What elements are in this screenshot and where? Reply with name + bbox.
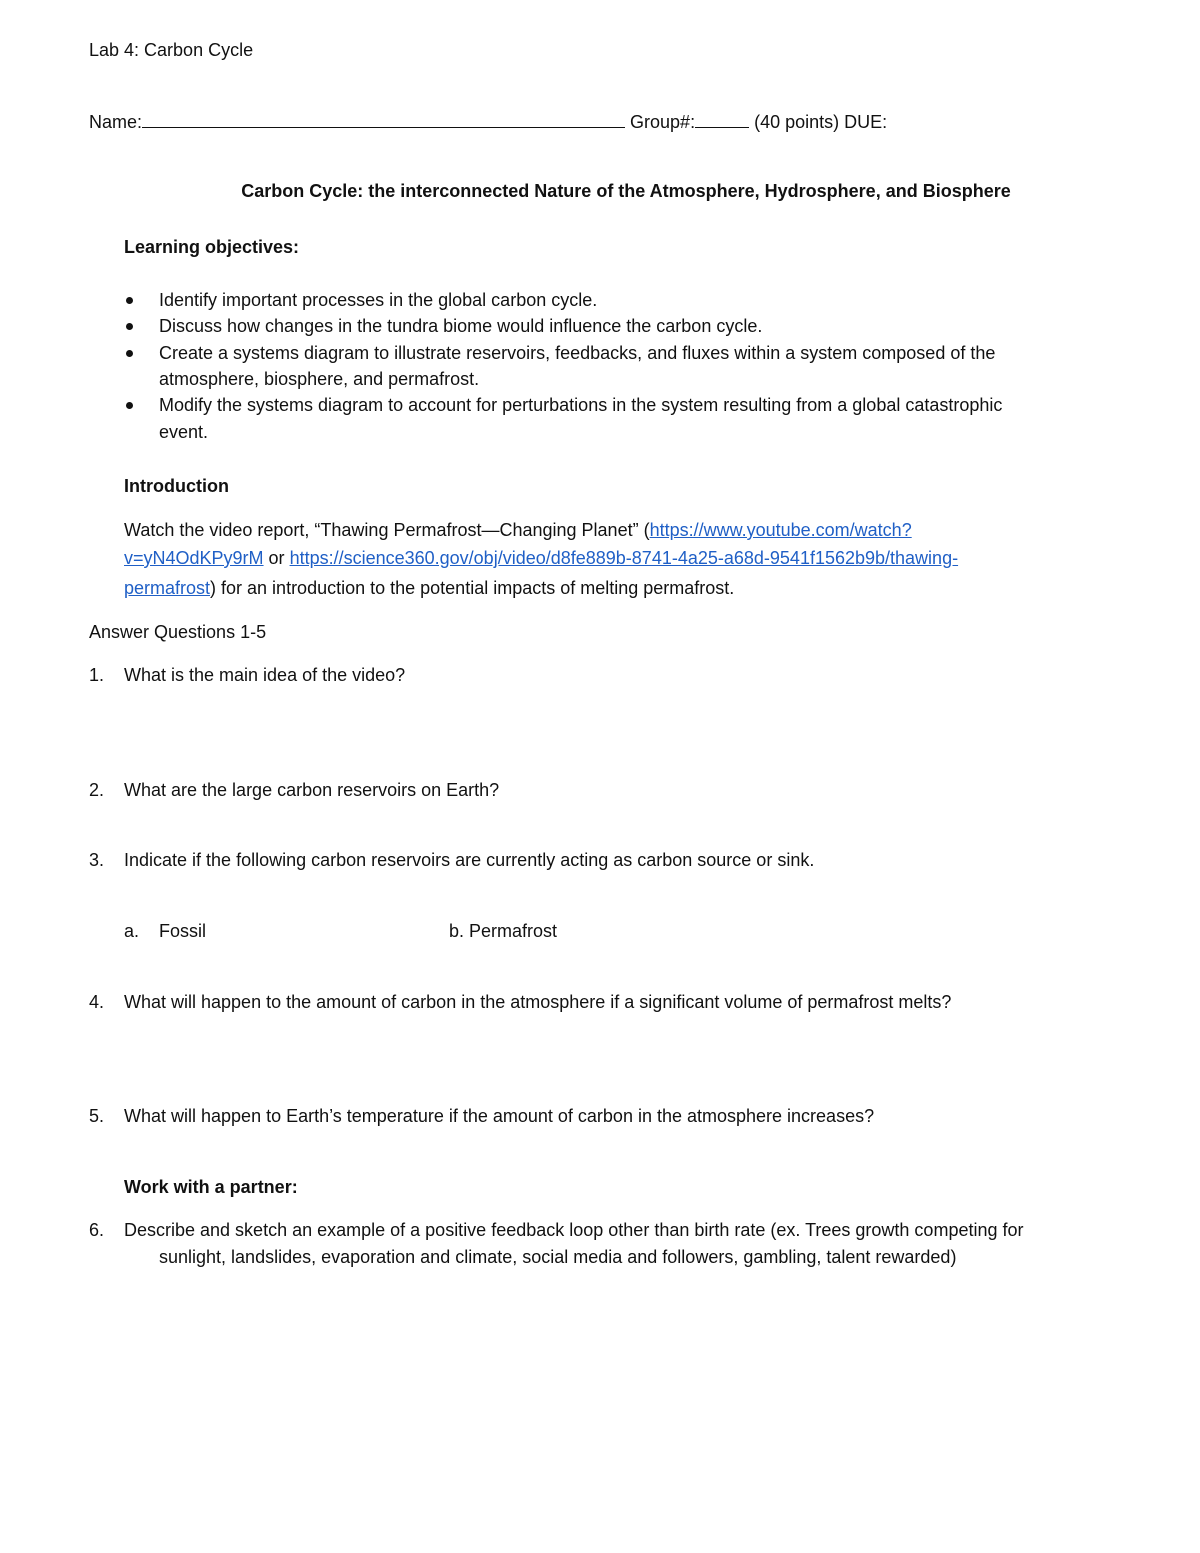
objective-item: Modify the systems diagram to account for perturbations in the system resulting from a global catastrophic [159,395,1003,415]
question-text: What will happen to Earth’s temperature if the amount of carbon in the atmosphere increases? [124,1106,875,1126]
question-number: 3. [89,850,105,870]
question-text: What is the main idea of the video? [124,665,406,685]
bullet-dot [126,323,133,330]
question-number: 4. [89,992,105,1012]
science360-link[interactable]: https://science360.gov/obj/video/d8fe889b-8741-4a25-a68d-9541f1562b9b/thawing- [289,548,959,568]
intro-rest: ) for an introduction to the potential impacts of melting permafrost. [210,578,735,598]
option-a-text: Fossil [159,921,207,941]
partner-heading: Work with a partner: [124,1177,298,1197]
objective-item-continued: event. [159,422,209,442]
main-title: Carbon Cycle: the interconnected Nature of the Atmosphere, Hydrosphere, and Biosphere [241,181,1011,201]
objective-item: Discuss how changes in the tundra biome would influence the carbon cycle. [159,316,763,336]
question-text: Indicate if the following carbon reservoirs are currently acting as carbon source or sink. [124,850,815,870]
group-label: Group#: [630,112,696,132]
question-number: 6. [89,1220,105,1240]
science360-link-continued[interactable]: permafrost [124,578,211,598]
bullet-dot [126,350,133,357]
group-blank[interactable] [695,111,749,128]
bullet-dot [126,297,133,304]
lab-title: Lab 4: Carbon Cycle [89,40,254,60]
or-text: or [263,548,290,568]
question-text: Describe and sketch an example of a positive feedback loop other than birth rate (ex. Trees growth competing for [124,1220,1024,1240]
objective-item: Create a systems diagram to illustrate reservoirs, feedbacks, and fluxes within a system composed of the [159,343,996,363]
bullet-dot [126,402,133,409]
intro-line-3 [124,578,734,599]
answer-heading: Answer Questions 1-5 [89,622,267,642]
option-a-label: a. [124,921,140,941]
question-number: 5. [89,1106,105,1126]
question-number: 2. [89,780,105,800]
objective-item-continued: atmosphere, biosphere, and permafrost. [159,369,480,389]
youtube-link-continued[interactable]: v=yN4OdKPy9rM [124,548,264,568]
points-due: (40 points) DUE: [754,112,888,132]
option-b-text: b. Permafrost [449,921,558,941]
name-label: Name: [89,112,143,132]
question-number: 1. [89,665,105,685]
objective-item: Identify important processes in the global carbon cycle. [159,290,598,310]
name-blank[interactable] [142,111,625,128]
question-text: What will happen to the amount of carbon in the atmosphere if a significant volume of permafrost melts? [124,992,952,1012]
name-line [89,111,887,133]
youtube-link[interactable]: https://www.youtube.com/watch? [649,520,912,540]
objectives-heading: Learning objectives: [124,237,300,257]
intro-line-2 [124,548,958,569]
question-text: What are the large carbon reservoirs on Earth? [124,780,500,800]
question-text-continued: sunlight, landslides, evaporation and climate, social media and followers, gambling, talent rewarded) [159,1247,957,1267]
introduction-heading: Introduction [124,476,229,496]
intro-line-1 [124,520,912,541]
intro-text: Watch the video report, “Thawing Permafrost—Changing Planet” ( [124,520,650,540]
